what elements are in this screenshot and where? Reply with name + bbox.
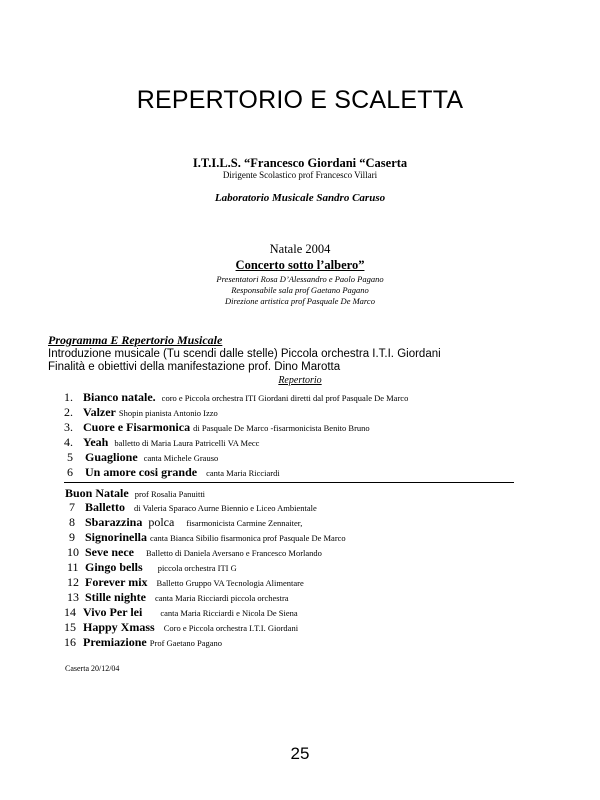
- list-item: [64, 420, 370, 435]
- item-number: 11: [67, 560, 79, 574]
- item-title: Stille nighte: [85, 590, 147, 604]
- list-item: [64, 635, 222, 650]
- list-item: [67, 590, 289, 605]
- item-description: Balletto Gruppo VA Tecnologia Alimentare: [156, 578, 304, 588]
- repertorio-heading: Repertorio: [278, 375, 322, 386]
- item-title: Bianco natale.: [83, 390, 156, 404]
- list-item: [67, 465, 280, 480]
- item-description: balletto di Maria Laura Patricelli VA Mecc: [114, 438, 260, 448]
- place-date: Caserta 20/12/04: [65, 664, 120, 673]
- item-title: Seve nece: [85, 545, 134, 559]
- item-description: Balletto di Daniela Aversano e Francesco Morlando: [145, 548, 322, 558]
- item-description: canta Michele Grauso: [143, 453, 219, 463]
- laboratorio: Laboratorio Musicale Sandro Caruso: [214, 192, 386, 204]
- item-number: 14: [64, 605, 76, 619]
- finalita-line: Finalità e obiettivi della manifestazione prof. Dino Marotta: [48, 361, 341, 373]
- item-number: 9: [69, 530, 75, 544]
- item-description: coro e Piccola orchestra ITI Giordani diretti dal prof Pasquale De Marco: [161, 393, 409, 403]
- intro-line: Introduzione musicale (Tu scendi dalle stelle) Piccola orchestra I.T.I. Giordani: [48, 348, 441, 360]
- list-item: [69, 530, 346, 545]
- list-item: [69, 500, 317, 515]
- list-item: [67, 575, 304, 590]
- item-number: 5: [67, 450, 73, 464]
- school-name: I.T.I.L.S. “Francesco Giordani “Caserta: [192, 156, 408, 170]
- item-number: 8: [69, 515, 75, 529]
- item-description: prof Rosalia Panuitti: [134, 489, 206, 499]
- item-description: canta Bianca Sibilio fisarmonica prof Pasquale De Marco: [150, 533, 346, 543]
- item-title: Cuore e Fisarmonica: [83, 420, 191, 434]
- item-title: Gingo bells: [85, 560, 143, 574]
- credit-responsabile: Responsabile sala prof Gaetano Pagano: [231, 285, 369, 295]
- item-description: canta Maria Ricciardi: [206, 468, 280, 478]
- item-number: 10: [67, 545, 79, 559]
- page-number: 25: [290, 744, 310, 763]
- item-description: Prof Gaetano Pagano: [149, 638, 222, 648]
- item-number: 6: [67, 465, 73, 479]
- list-item: [67, 545, 322, 560]
- list-item: [64, 405, 218, 420]
- item-number: 12: [67, 575, 79, 589]
- item-description: Shopin pianista Antonio Izzo: [118, 408, 218, 418]
- item-title: Signorinella: [85, 530, 148, 544]
- item-title: Valzer: [83, 405, 116, 419]
- item-number: 1.: [64, 390, 73, 404]
- item-number: 2.: [64, 405, 73, 419]
- item-number: 13: [67, 590, 79, 604]
- item-title: Yeah: [83, 435, 109, 449]
- section-divider: [64, 482, 514, 483]
- item-number: 16: [64, 635, 76, 649]
- item-title: Forever mix: [85, 575, 148, 589]
- page-title: REPERTORIO E SCALETTA: [136, 86, 464, 114]
- list-item: [67, 450, 218, 465]
- item-number: 4.: [64, 435, 73, 449]
- list-item: [64, 605, 298, 620]
- item-description: canta Maria Ricciardi e Nicola De Siena: [160, 608, 298, 618]
- credit-direzione: Direzione artistica prof Pasquale De Marco: [225, 296, 375, 306]
- list-item: [67, 560, 237, 575]
- item-title: Vivo Per lei: [83, 605, 143, 619]
- item-description: piccola orchestra ITI G: [157, 563, 237, 573]
- item-title: Buon Natale: [65, 486, 129, 500]
- event-name: Natale 2004: [269, 242, 331, 256]
- item-extra: polca: [148, 515, 175, 529]
- item-description: canta Maria Ricciardi piccola orchestra: [155, 593, 289, 603]
- item-title: Balletto: [85, 500, 125, 514]
- item-number: 3.: [64, 420, 73, 434]
- concert-title: Concerto sotto l’albero”: [235, 258, 365, 272]
- buon-natale-line: [65, 486, 205, 501]
- program-heading: Programma E Repertorio Musicale: [48, 333, 223, 347]
- item-title: Premiazione: [83, 635, 147, 649]
- list-item: [64, 435, 259, 450]
- credit-presentatori: Presentatori Rosa D’Alessandro e Paolo Pagano: [216, 274, 384, 284]
- item-number: 7: [69, 500, 75, 514]
- dirigente: Dirigente Scolastico prof Francesco Villari: [222, 170, 378, 180]
- item-description: di Valeria Sparaco Aurne Biennio e Liceo Ambientale: [134, 503, 317, 513]
- item-number: 15: [64, 620, 76, 634]
- list-item: [69, 515, 302, 530]
- item-title: Sbarazzina: [85, 515, 143, 529]
- list-item: [64, 390, 408, 405]
- item-description: fisarmonicista Carmine Zennaiter,: [186, 518, 303, 528]
- item-title: Guaglione: [85, 450, 138, 464]
- item-description: Coro e Piccola orchestra I.T.I. Giordani: [163, 623, 299, 633]
- item-title: Un amore cosi grande: [85, 465, 198, 479]
- list-item: [64, 620, 298, 635]
- item-title: Happy Xmass: [83, 620, 155, 634]
- item-description: di Pasquale De Marco -fisarmonicista Benito Bruno: [193, 423, 370, 433]
